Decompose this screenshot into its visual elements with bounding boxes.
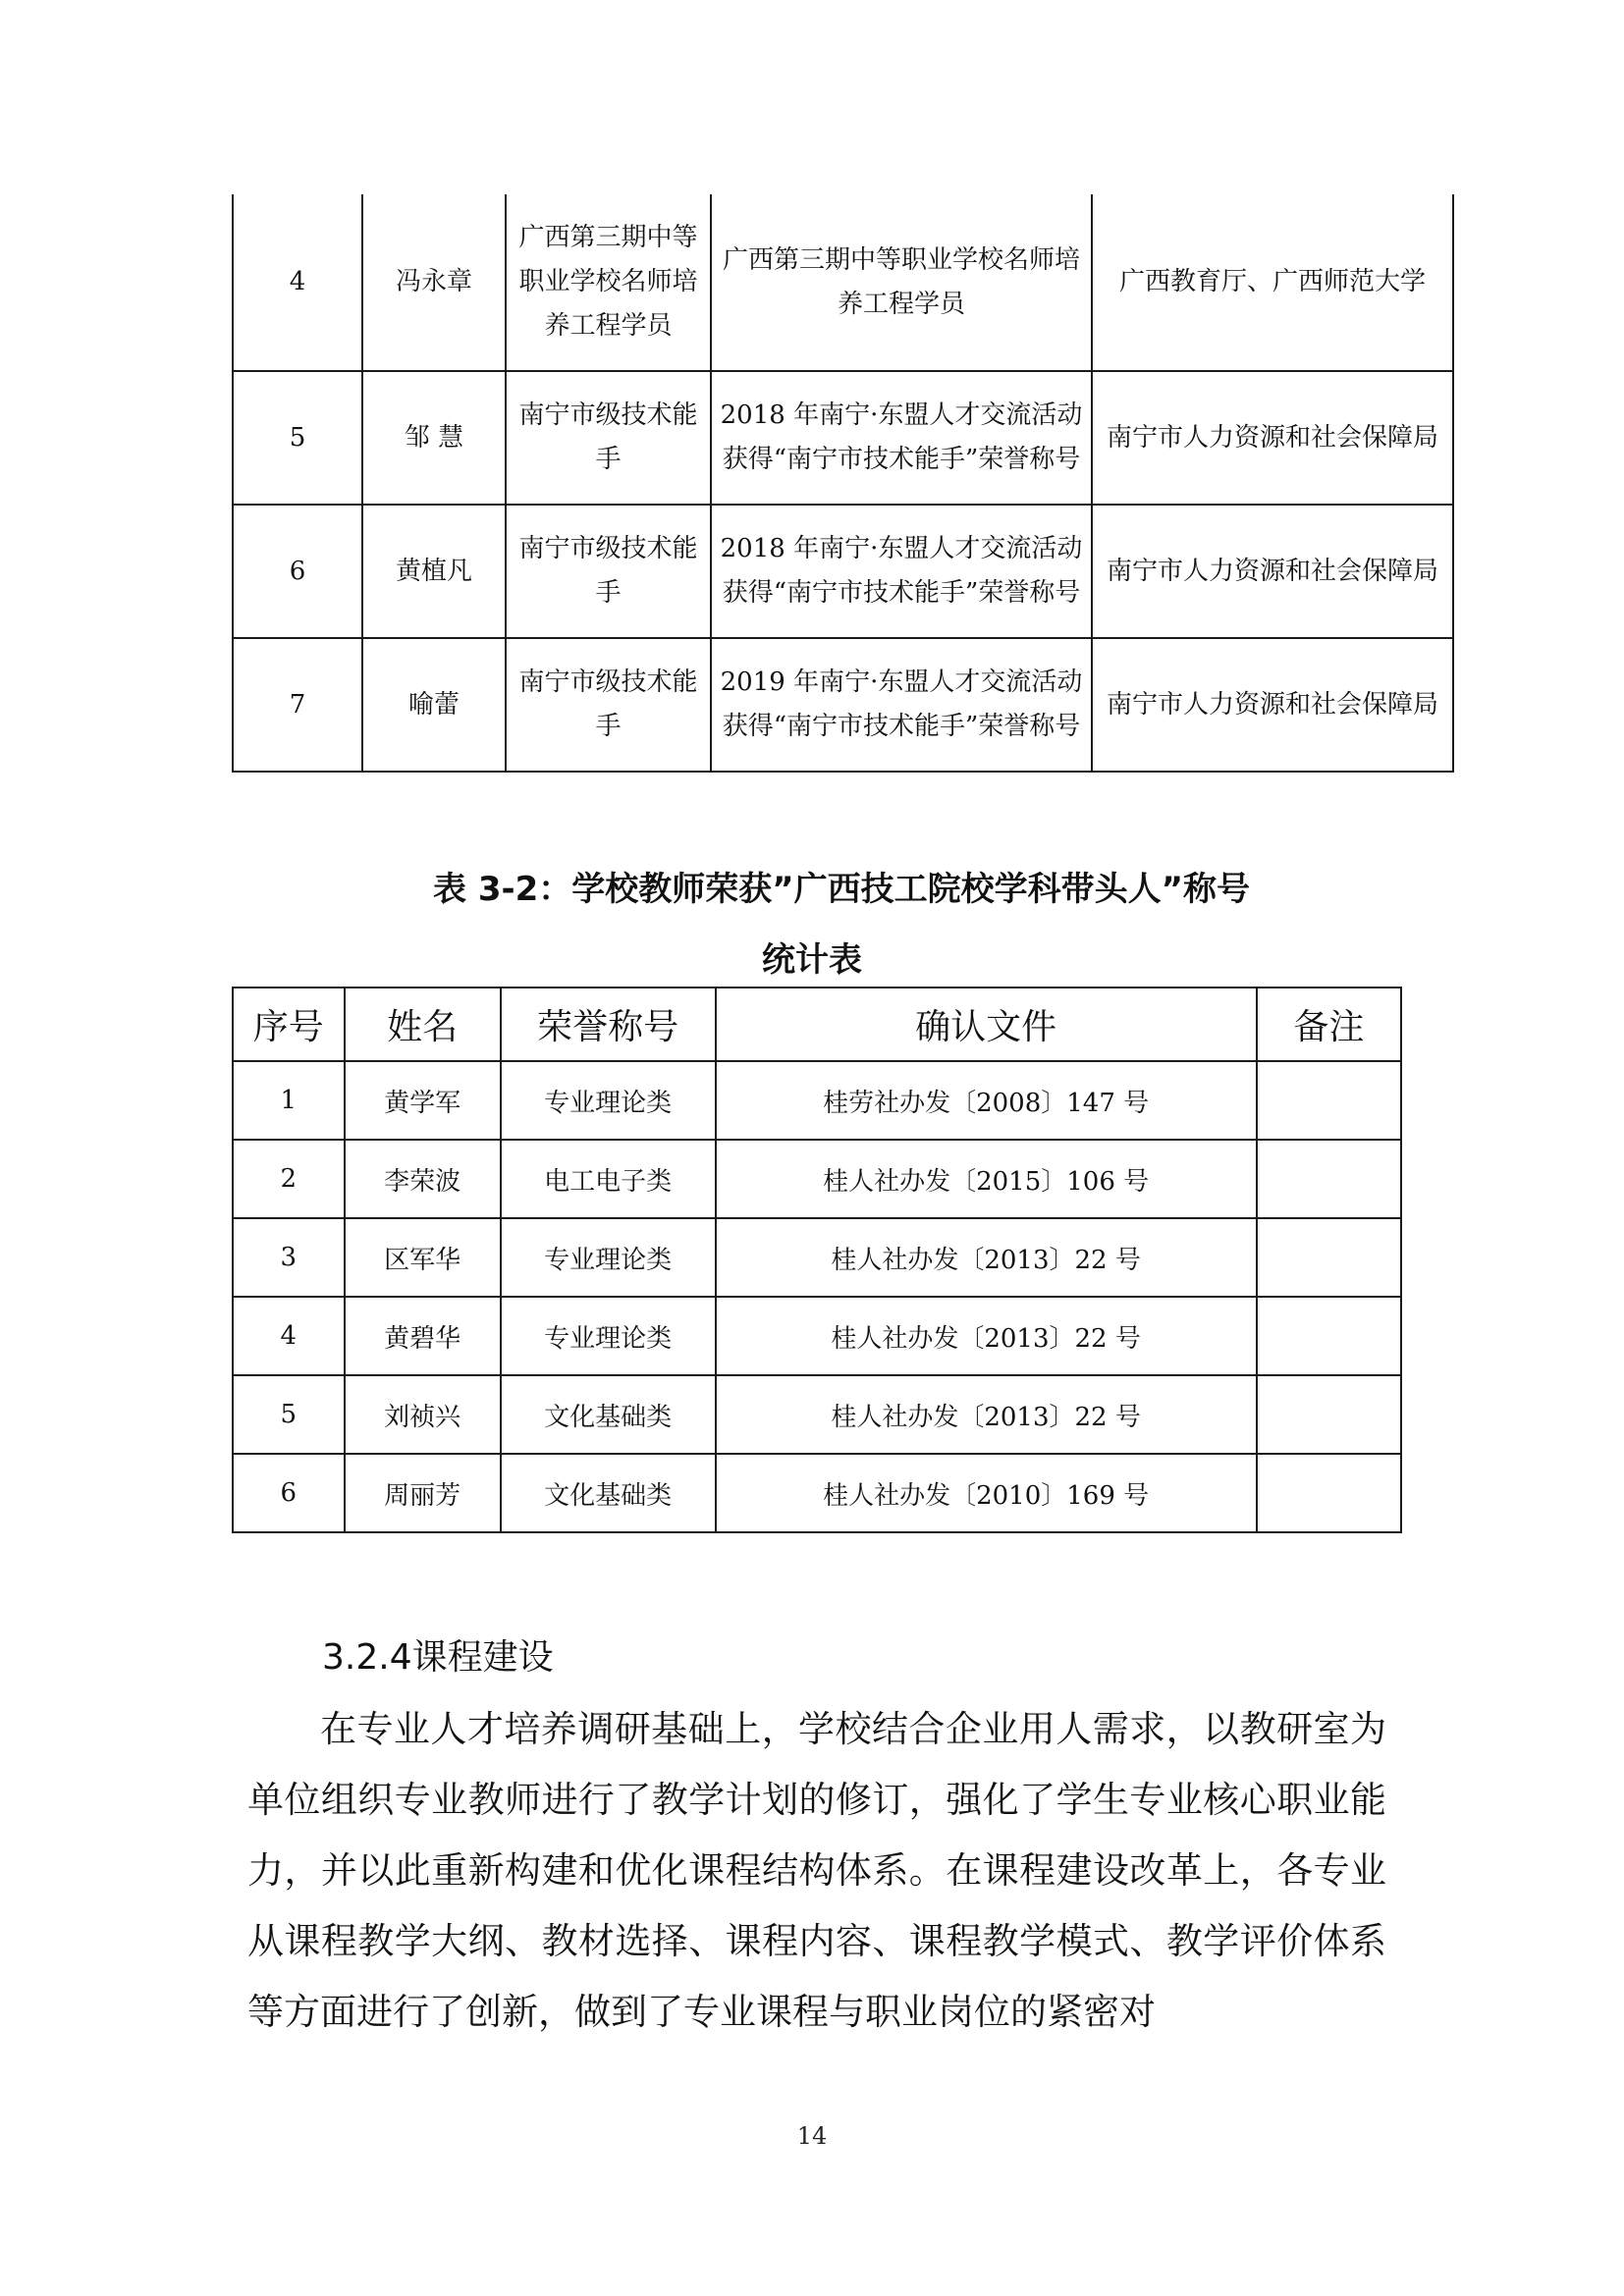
cell-note <box>1257 1218 1401 1297</box>
header-no: 序号 <box>233 988 345 1061</box>
cell-title: 南宁市级技术能手 <box>506 505 711 638</box>
cell-honor: 专业理论类 <box>501 1218 716 1297</box>
table-row <box>233 1218 1401 1297</box>
cell-name: 喻蕾 <box>362 638 506 772</box>
table-row <box>233 1061 1401 1140</box>
cell-org: 南宁市人力资源和社会保障局 <box>1092 371 1453 505</box>
cell-honor: 专业理论类 <box>501 1297 716 1375</box>
cell-name: 李荣波 <box>345 1140 501 1218</box>
cell-no: 5 <box>233 1375 345 1454</box>
cell-note <box>1257 1375 1401 1454</box>
cell-note <box>1257 1061 1401 1140</box>
cell-name: 区军华 <box>345 1218 501 1297</box>
cell-org: 广西教育厅、广西师范大学 <box>1092 194 1453 371</box>
cell-desc: 2018 年南宁·东盟人才交流活动获得“南宁市技术能手”荣誉称号 <box>711 371 1092 505</box>
table-caption: 表 3-2：学校教师荣获”广西技工院校学科带头人”称号 <box>433 870 1250 909</box>
header-doc: 确认文件 <box>716 988 1257 1061</box>
page-number: 14 <box>796 2122 828 2150</box>
cell-note <box>1257 1454 1401 1532</box>
table-row <box>233 505 1453 638</box>
cell-name: 黄碧华 <box>345 1297 501 1375</box>
cell-name: 冯永章 <box>362 194 506 371</box>
cell-note <box>1257 1297 1401 1375</box>
cell-no: 7 <box>233 638 362 772</box>
section-heading: 3.2.4课程建设 <box>322 1637 554 1678</box>
header-note: 备注 <box>1257 988 1401 1061</box>
cell-doc: 桂人社办发〔2015〕106 号 <box>716 1140 1257 1218</box>
cell-desc: 广西第三期中等职业学校名师培养工程学员 <box>711 194 1092 371</box>
cell-doc: 桂人社办发〔2010〕169 号 <box>716 1454 1257 1532</box>
cell-no: 4 <box>233 1297 345 1375</box>
cell-no: 2 <box>233 1140 345 1218</box>
cell-org: 南宁市人力资源和社会保障局 <box>1092 505 1453 638</box>
cell-title: 南宁市级技术能手 <box>506 638 711 772</box>
cell-no: 5 <box>233 371 362 505</box>
table-row <box>233 1140 1401 1218</box>
cell-no: 1 <box>233 1061 345 1140</box>
cell-name: 邹 慧 <box>362 371 506 505</box>
cell-name: 黄植凡 <box>362 505 506 638</box>
body-paragraph: 在专业人才培养调研基础上，学校结合企业用人需求，以教研室为单位组织专业教师进行了教学计划的修订，强化了学生专业核心职业能力，并以此重新构建和优化课程结构体系。在课程建设改革上，各专业从课程教学大纲、教材选择、课程内容、课程教学模式、教学评价体系等方面进行了创新，做到了专业课程与职业岗位的紧密对 <box>247 1708 1386 2033</box>
cell-no: 3 <box>233 1218 345 1297</box>
table-row <box>233 638 1453 772</box>
cell-doc: 桂人社办发〔2013〕22 号 <box>716 1375 1257 1454</box>
cell-name: 周丽芳 <box>345 1454 501 1532</box>
header-name: 姓名 <box>345 988 501 1061</box>
cell-doc: 桂人社办发〔2013〕22 号 <box>716 1297 1257 1375</box>
table-row <box>233 1375 1401 1454</box>
cell-title: 南宁市级技术能手 <box>506 371 711 505</box>
cell-org: 南宁市人力资源和社会保障局 <box>1092 638 1453 772</box>
table-header-row <box>233 988 1401 1061</box>
cell-name: 黄学军 <box>345 1061 501 1140</box>
cell-honor: 专业理论类 <box>501 1061 716 1140</box>
table-row <box>233 194 1453 371</box>
table-row <box>233 1454 1401 1532</box>
cell-note <box>1257 1140 1401 1218</box>
cell-honor: 文化基础类 <box>501 1454 716 1532</box>
table-caption-line2: 统计表 <box>762 940 862 980</box>
cell-honor: 文化基础类 <box>501 1375 716 1454</box>
cell-no: 6 <box>233 505 362 638</box>
cell-no: 6 <box>233 1454 345 1532</box>
table-row <box>233 1297 1401 1375</box>
cell-no: 4 <box>233 194 362 371</box>
honors-table-continued <box>232 194 1454 773</box>
cell-name: 刘祯兴 <box>345 1375 501 1454</box>
header-honor: 荣誉称号 <box>501 988 716 1061</box>
cell-title: 广西第三期中等职业学校名师培养工程学员 <box>506 194 711 371</box>
cell-desc: 2018 年南宁·东盟人才交流活动获得“南宁市技术能手”荣誉称号 <box>711 505 1092 638</box>
cell-honor: 电工电子类 <box>501 1140 716 1218</box>
cell-doc: 桂劳社办发〔2008〕147 号 <box>716 1061 1257 1140</box>
discipline-leader-table <box>232 987 1402 1533</box>
cell-desc: 2019 年南宁·东盟人才交流活动获得“南宁市技术能手”荣誉称号 <box>711 638 1092 772</box>
table-row <box>233 371 1453 505</box>
cell-doc: 桂人社办发〔2013〕22 号 <box>716 1218 1257 1297</box>
